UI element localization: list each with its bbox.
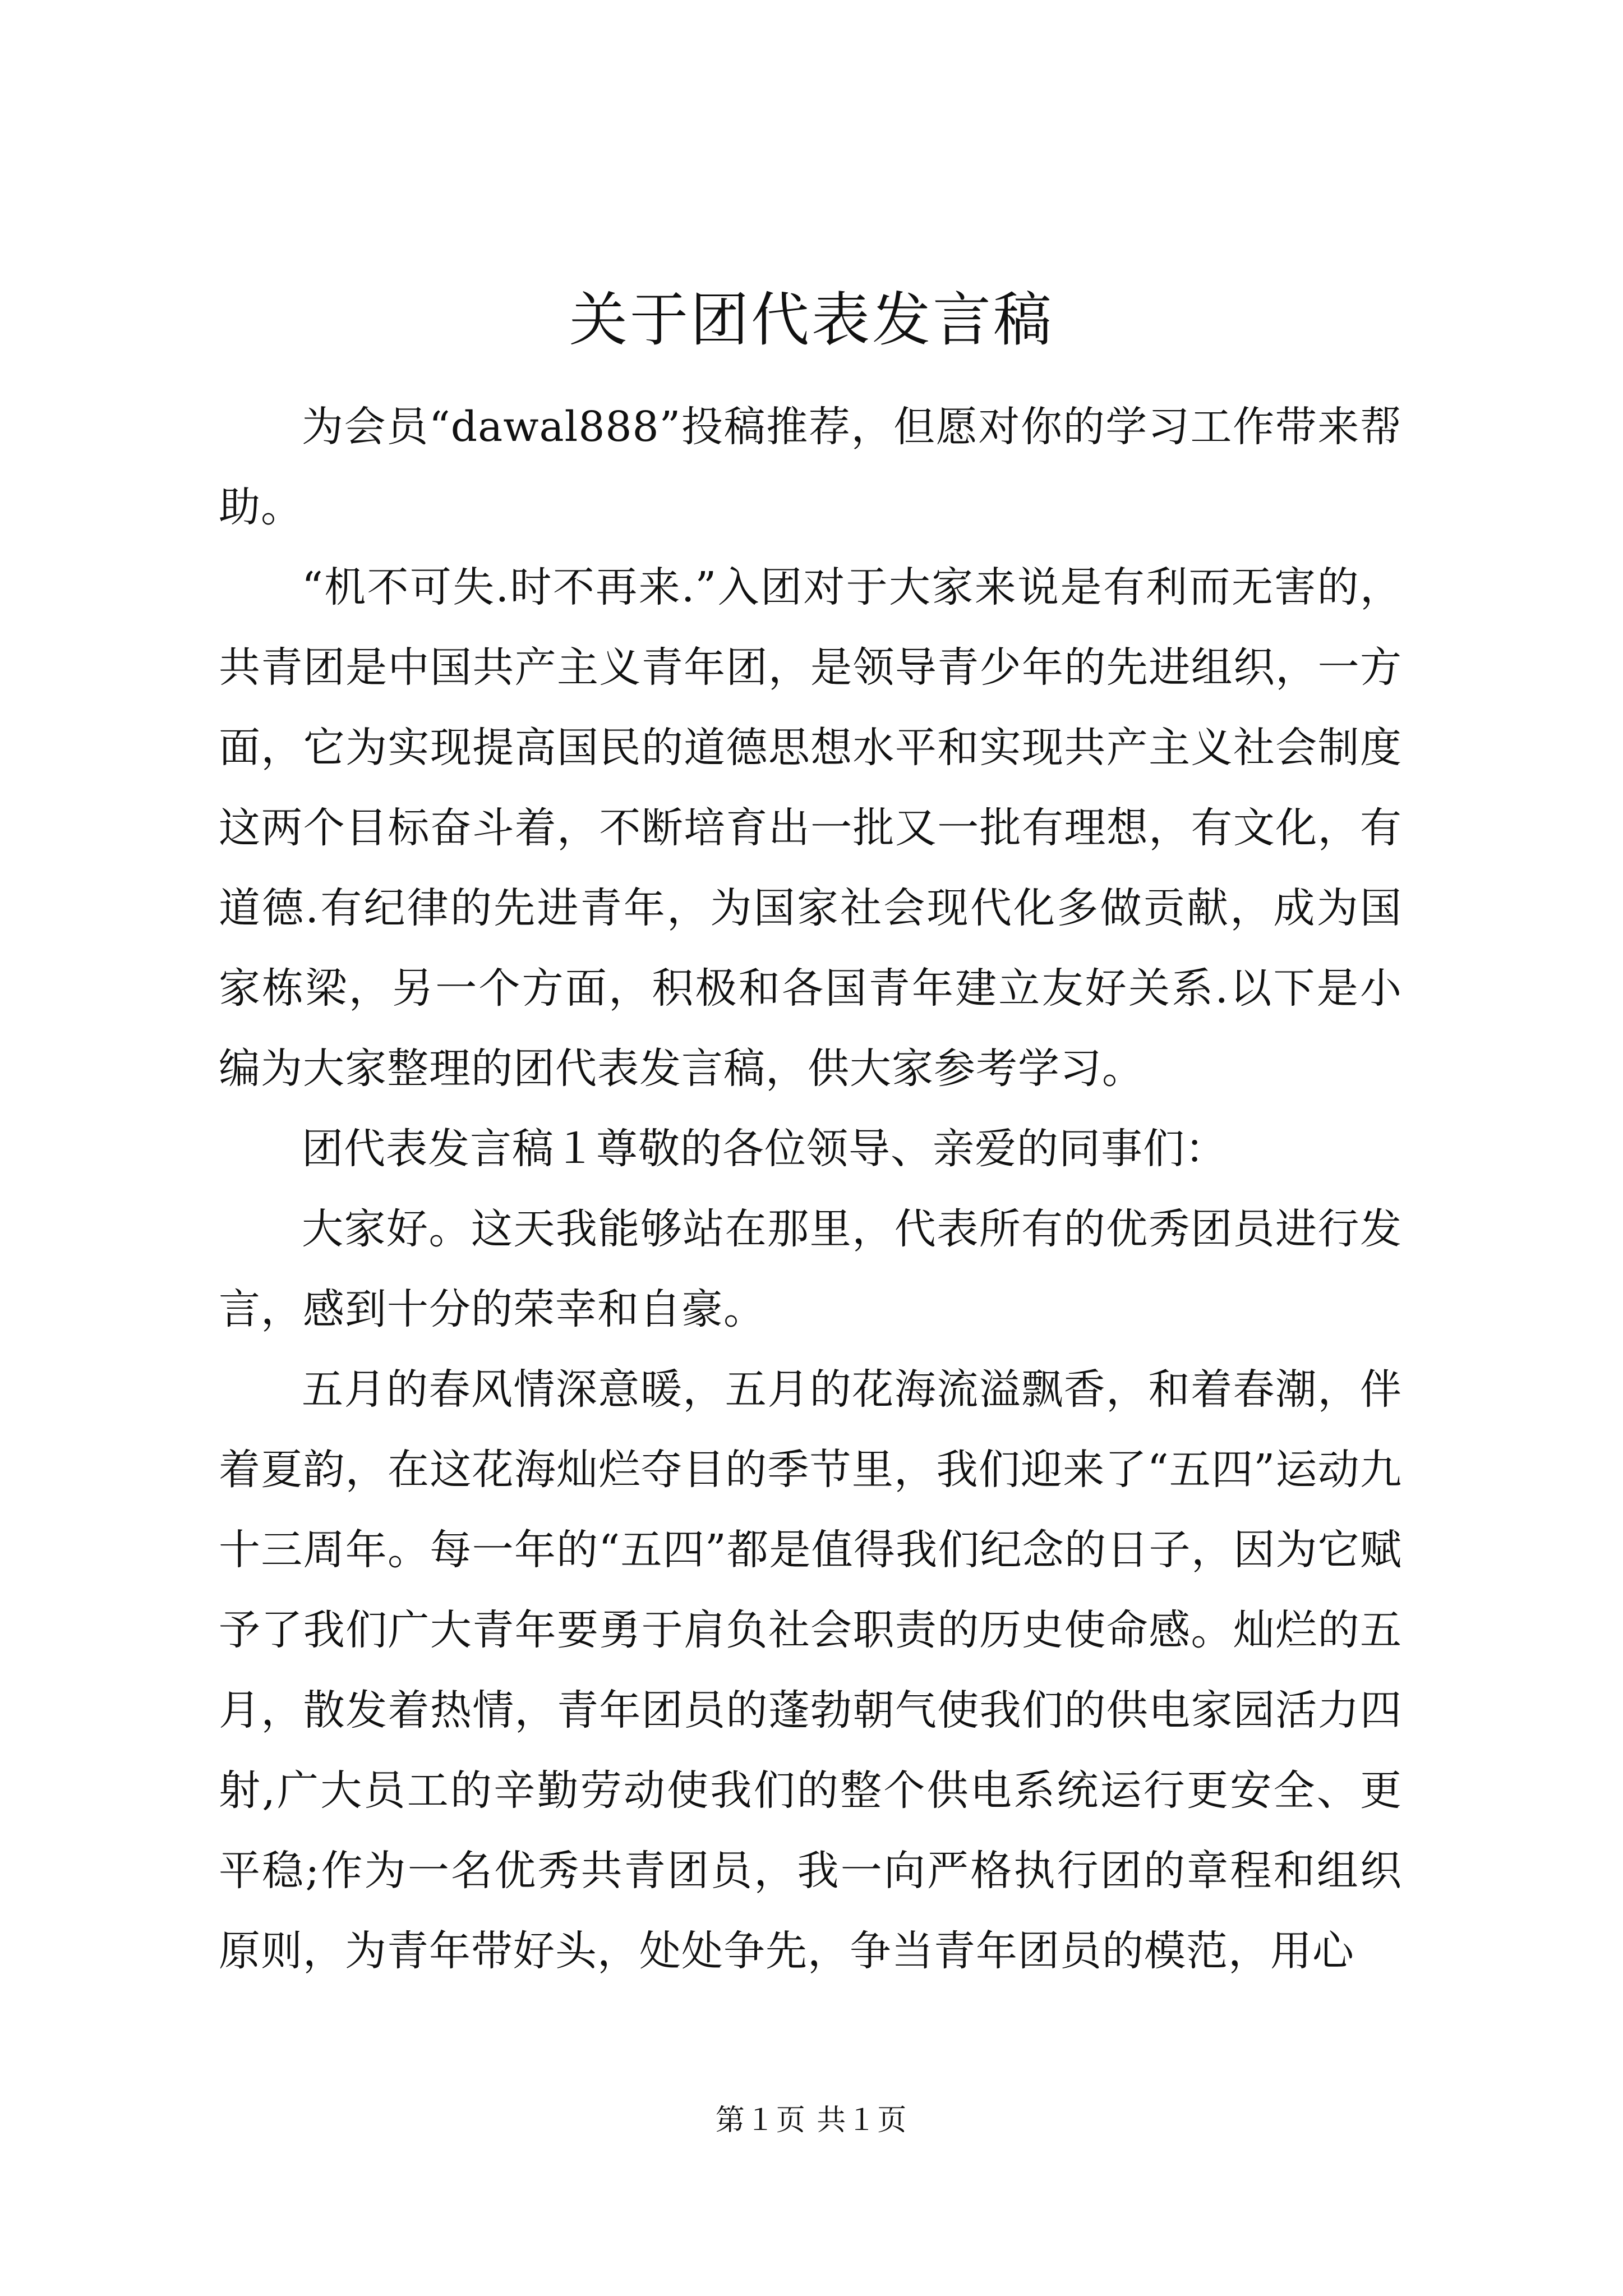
paragraph-intro: 为会员“dawal888”投稿推荐，但愿对你的学习工作带来帮助。 bbox=[219, 403, 1402, 531]
document-title: 关于团代表发言稿 bbox=[569, 286, 1054, 354]
paragraph-may-fourth: 五月的春风情深意暖，五月的花海流溢飘香，和着春潮，伴着夏韵，在这花海灿烂夺目的季节里，我们迎来了“五四”运动九十三周年。每一年的“五四”都是值得我们纪念的日子，因为它赋予了我们广大青年要勇于肩负社会职责的历史使命感。灿烂的五月，散发着热情，青年团员的蓬勃朝气使我们的供电家园活力四射,广大员工的辛勤劳动使我们的整个供电系统运行更安全、更平稳;作为一名优秀共青团员，我一向严格执行团的章程和组织原则，为青年带好头，处处争先，争当青年团员的模范，用心 bbox=[219, 1365, 1402, 1975]
paragraph-background: “机不可失.时不再来.”入团对于大家来说是有利而无害的，共青团是中国共产主义青年团，是领导青少年的先进组织，一方面，它为实现提高国民的道德思想水平和实现共产主义社会制度这两个目标奋斗着，不断培育出一批又一批有理想，有文化，有道德.有纪律的先进青年，为国家社会现代化多做贡献，成为国家栋梁，另一个方面，积极和各国青年建立友好关系.以下是小编为大家整理的团代表发言稿，供大家参考学习。 bbox=[219, 563, 1402, 1093]
document-body bbox=[219, 387, 1402, 1991]
page-footer: 第１页 共１页 bbox=[715, 2104, 908, 2137]
paragraph-speech-heading: 团代表发言稿１尊敬的各位领导、亲爱的同事们： bbox=[302, 1125, 1227, 1173]
paragraph-greeting: 大家好。这天我能够站在那里，代表所有的优秀团员进行发言，感到十分的荣幸和自豪。 bbox=[219, 1205, 1402, 1333]
